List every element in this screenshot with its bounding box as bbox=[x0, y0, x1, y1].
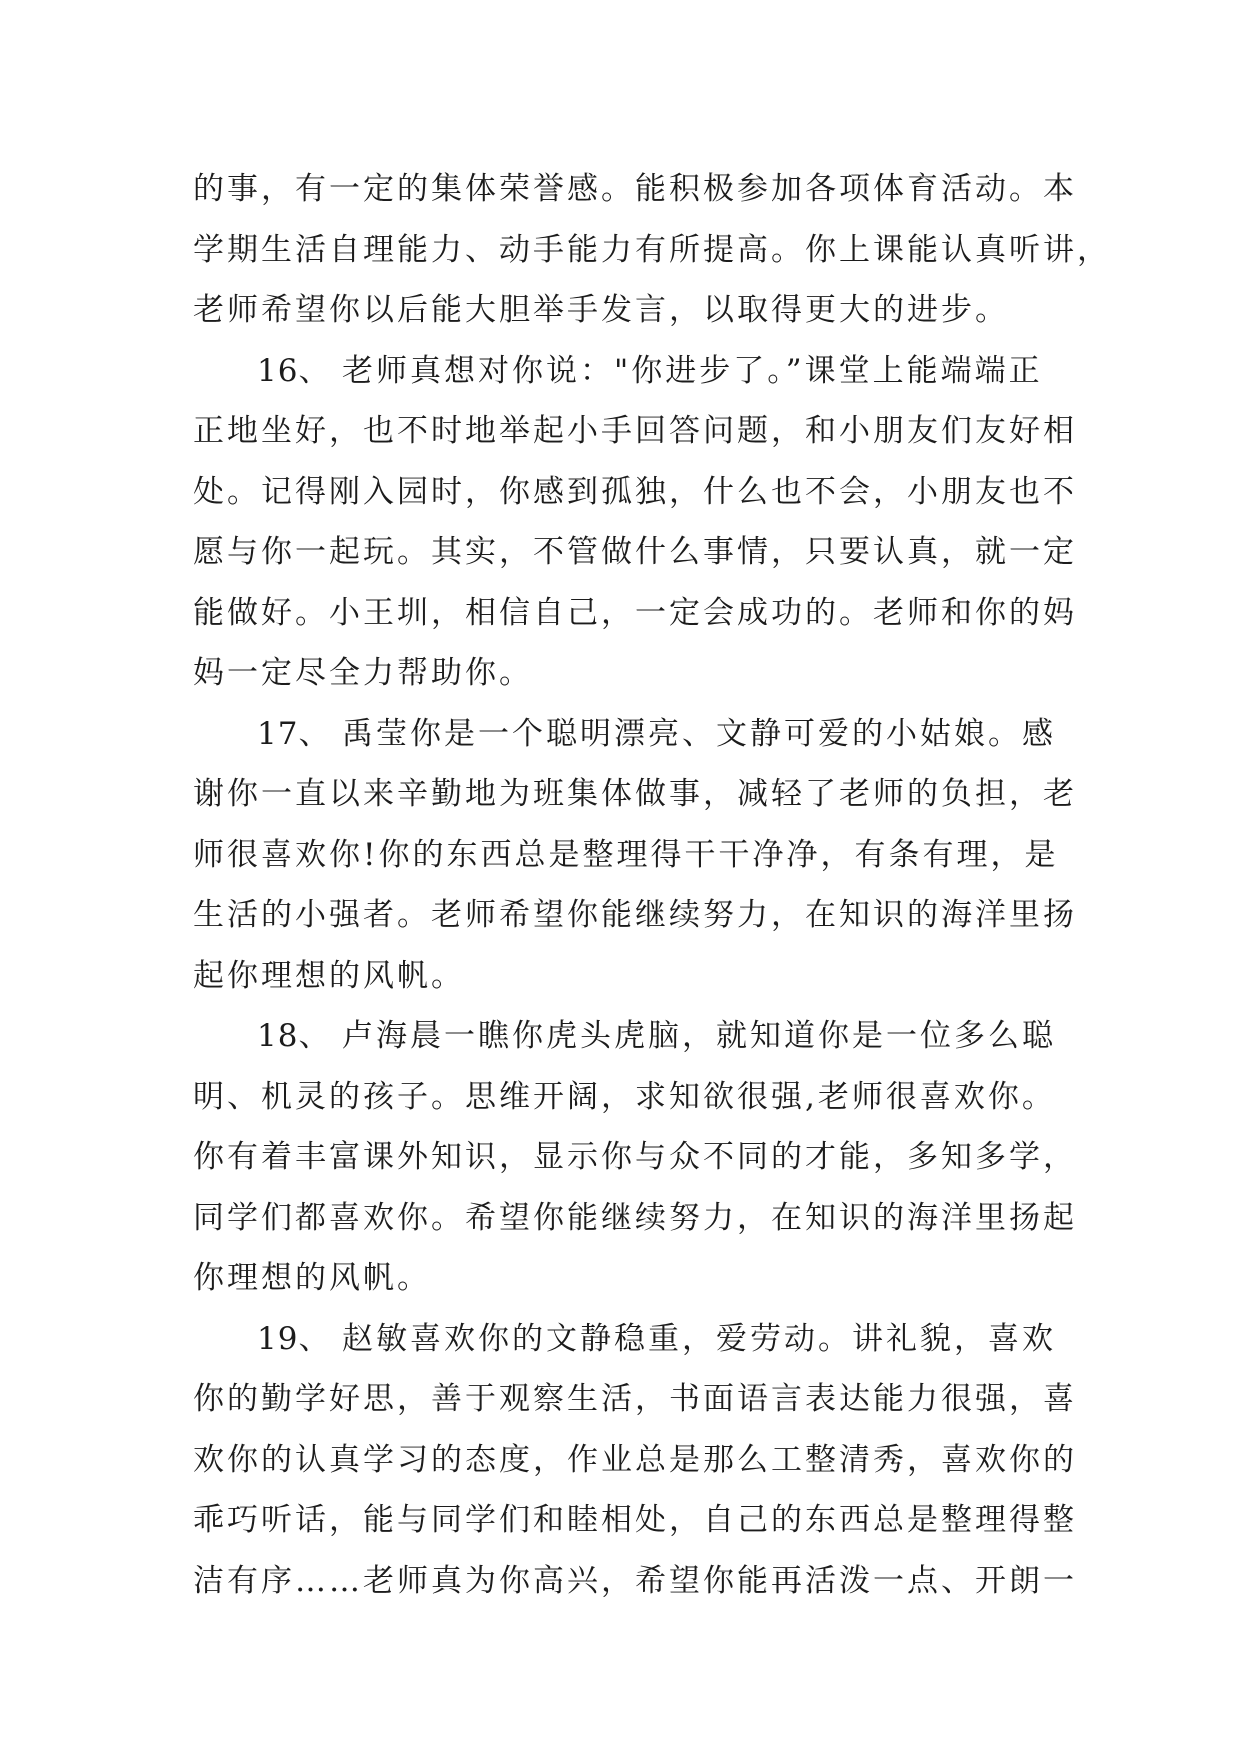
line-text: 你的勤学好思，善于观察生活，书面语言表达能力很强，喜 bbox=[193, 1381, 1077, 1417]
text-line bbox=[193, 401, 1077, 462]
text-line bbox=[193, 1430, 1077, 1491]
text-line bbox=[193, 583, 1077, 644]
line-text: 你理想的风帆。 bbox=[193, 1260, 431, 1296]
text-line bbox=[193, 220, 1111, 281]
line-text: 老师希望你以后能大胆举手发言，以取得更大的进步。 bbox=[193, 292, 1009, 328]
line-text: 生活的小强者。老师希望你能继续努力，在知识的海洋里扬 bbox=[193, 897, 1077, 933]
text-line bbox=[193, 946, 1073, 1007]
line-text: 欢你的认真学习的态度，作业总是那么工整清秀，喜欢你的 bbox=[193, 1441, 1077, 1478]
paragraph-first-line bbox=[193, 704, 1073, 765]
text-line bbox=[193, 280, 1073, 341]
line-text: 师很喜欢你!你的东西总是整理得干干净净，有条有理，是 bbox=[193, 836, 1059, 873]
line-text: 你有着丰富课外知识，显示你与众不同的才能，多知多学， bbox=[193, 1139, 1077, 1175]
text-line bbox=[193, 1127, 1077, 1188]
line-text: 乖巧听话，能与同学们和睦相处，自己的东西总是整理得整 bbox=[193, 1502, 1077, 1538]
line-text: 赵敏喜欢你的文静稳重，爱劳动。讲礼貌，喜欢 bbox=[342, 1320, 1056, 1357]
paragraph-first-line bbox=[193, 1006, 1073, 1067]
line-text: 学期生活自理能力、动手能力有所提高。你上课能认真听讲， bbox=[193, 231, 1111, 268]
line-text: 处。记得刚入园时，你感到孤独，什么也不会，小朋友也不 bbox=[193, 473, 1077, 510]
line-text: 妈一定尽全力帮助你。 bbox=[193, 655, 533, 691]
line-text: 能做好。小王圳，相信自己，一定会成功的。老师和你的妈 bbox=[193, 594, 1077, 631]
text-line bbox=[193, 1067, 1073, 1128]
text-line bbox=[193, 1551, 1077, 1612]
line-text: 明、机灵的孩子。思维开阔，求知欲很强,老师很喜欢你。 bbox=[193, 1078, 1056, 1115]
line-text: 老师真想对你说："你进步了。”课堂上能端端正 bbox=[342, 352, 1043, 389]
paragraph-first-line bbox=[193, 1309, 1073, 1370]
paragraph-first-line bbox=[193, 341, 1073, 402]
line-text: 卢海晨一瞧你虎头虎脑，就知道你是一位多么聪 bbox=[342, 1018, 1056, 1054]
line-text: 谢你一直以来辛勤地为班集体做事，减轻了老师的负担，老 bbox=[193, 776, 1077, 812]
text-line bbox=[193, 1369, 1077, 1430]
line-text: 正地坐好，也不时地举起小手回答问题，和小朋友们友好相 bbox=[193, 413, 1077, 449]
text-line bbox=[193, 1490, 1077, 1551]
line-text: 禹莹你是一个聪明漂亮、文静可爱的小姑娘。感 bbox=[342, 715, 1056, 752]
item-number: 16、 bbox=[257, 352, 331, 389]
item-number: 19、 bbox=[257, 1320, 331, 1357]
text-line bbox=[193, 1248, 1073, 1309]
item-number: 18、 bbox=[257, 1018, 331, 1054]
text-line bbox=[193, 462, 1077, 523]
text-line bbox=[193, 1188, 1077, 1249]
text-line bbox=[193, 825, 1073, 886]
text-line bbox=[193, 159, 1077, 220]
text-line bbox=[193, 885, 1077, 946]
line-text: 的事，有一定的集体荣誉感。能积极参加各项体育活动。本 bbox=[193, 171, 1077, 207]
line-text: 起你理想的风帆。 bbox=[193, 957, 465, 994]
line-text: 同学们都喜欢你。希望你能继续努力，在知识的海洋里扬起 bbox=[193, 1199, 1077, 1236]
text-line bbox=[193, 643, 1073, 704]
item-number: 17、 bbox=[257, 715, 331, 752]
document-body bbox=[193, 159, 1111, 1611]
line-text: 洁有序……老师真为你高兴，希望你能再活泼一点、开朗一 bbox=[193, 1562, 1077, 1599]
text-line bbox=[193, 522, 1077, 583]
text-line bbox=[193, 764, 1077, 825]
line-text: 愿与你一起玩。其实，不管做什么事情，只要认真，就一定 bbox=[193, 534, 1077, 570]
